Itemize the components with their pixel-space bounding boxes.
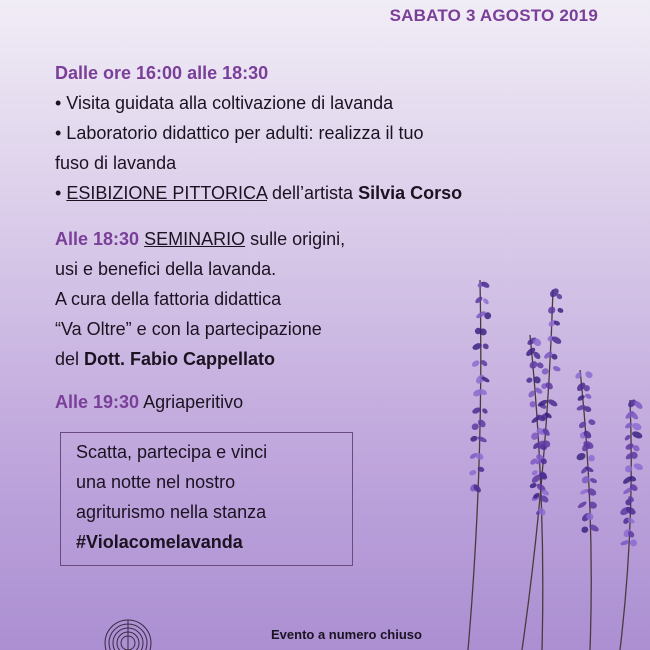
lavender-bud bbox=[587, 454, 596, 463]
lavender-bud bbox=[577, 500, 588, 509]
lavender-bud bbox=[577, 394, 586, 402]
lavender-bud bbox=[629, 538, 638, 547]
section2-line5-prefix: del bbox=[55, 349, 85, 369]
lavender-bud bbox=[584, 370, 594, 380]
lavender-bud bbox=[620, 539, 630, 546]
lavender-bud bbox=[468, 469, 477, 476]
contest-line3: agriturismo nella stanza bbox=[76, 502, 267, 522]
section2-line2: usi e benefici della lavanda. bbox=[55, 259, 277, 279]
lavender-bud bbox=[480, 280, 490, 289]
lavender-bud bbox=[477, 466, 485, 473]
section1-time: Dalle ore 16:00 alle 18:30 bbox=[55, 63, 269, 83]
artist-name: Silvia Corso bbox=[358, 183, 463, 203]
lavender-bud bbox=[469, 435, 478, 443]
lavender-bud bbox=[574, 371, 583, 380]
section3-time: Alle 19:30 bbox=[55, 392, 140, 412]
seminar-link[interactable]: SEMINARIO bbox=[144, 229, 246, 249]
contest-hashtag[interactable]: #Violacomelavanda bbox=[76, 532, 243, 552]
lavender-bud bbox=[624, 421, 633, 429]
lavender-bud bbox=[547, 305, 557, 315]
section2-line4: “Va Oltre” e con la partecipazione bbox=[55, 319, 322, 339]
lavender-bud bbox=[471, 359, 481, 368]
speaker-name: Dott. Fabio Cappellato bbox=[84, 349, 276, 369]
section3-text: Agriaperitivo bbox=[139, 392, 244, 412]
section1-item1: • Visita guidata alla coltivazione di lavanda bbox=[55, 93, 394, 113]
lavender-bud bbox=[624, 434, 632, 442]
lavender-bud bbox=[631, 430, 643, 440]
lavender-bud bbox=[481, 407, 489, 414]
section2-line3: A cura della fattoria didattica bbox=[55, 289, 282, 309]
lavender-bud bbox=[589, 477, 598, 484]
lavender-bud bbox=[624, 464, 634, 474]
contest-line2: una notte nel nostro bbox=[76, 472, 236, 492]
event-date: SABATO 3 AGOSTO 2019 bbox=[389, 6, 598, 25]
lavender-bud bbox=[575, 452, 586, 462]
lavender-illustration-icon bbox=[430, 260, 650, 650]
lavender-bud bbox=[629, 450, 639, 460]
lavender-bud bbox=[552, 365, 561, 372]
section2-line1 bbox=[55, 224, 555, 254]
lavender-bud bbox=[633, 462, 644, 471]
section1-item2-line2: fuso di lavanda bbox=[55, 153, 177, 173]
section1-item3 bbox=[55, 178, 555, 208]
lavender-bud bbox=[536, 361, 545, 369]
section2-line1-rest: sulle origini, bbox=[245, 229, 346, 249]
lavender-bud bbox=[541, 367, 550, 375]
lavender-bud bbox=[482, 342, 490, 350]
lavender-bud bbox=[588, 418, 597, 426]
lavender-bud bbox=[529, 482, 537, 489]
lavender-bud bbox=[631, 422, 642, 432]
lavender-bud bbox=[586, 487, 597, 497]
contest-box bbox=[60, 432, 353, 566]
lavender-bud bbox=[474, 295, 484, 304]
footer-note: Evento a numero chiuso bbox=[271, 627, 422, 642]
section1-item2-line1: • Laboratorio didattico per adulti: realizza il tuo bbox=[55, 123, 424, 143]
bullet: • bbox=[55, 183, 67, 203]
lavender-bud bbox=[477, 435, 488, 443]
lavender-stem bbox=[580, 370, 591, 650]
contest-line1: Scatta, partecipa e vinci bbox=[76, 442, 268, 462]
exhibition-text: dell’artista bbox=[267, 183, 359, 203]
lavender-bud bbox=[547, 398, 559, 408]
lavender-bud bbox=[482, 297, 490, 305]
lavender-bud bbox=[557, 307, 564, 314]
lavender-stem bbox=[468, 280, 481, 650]
lavender-bud bbox=[580, 526, 589, 534]
section2-time: Alle 18:30 bbox=[55, 229, 140, 249]
exhibition-link[interactable]: ESIBIZIONE PITTORICA bbox=[66, 183, 268, 203]
logo-icon bbox=[103, 618, 153, 650]
lavender-bud bbox=[584, 393, 592, 400]
lavender-bud bbox=[525, 377, 533, 384]
